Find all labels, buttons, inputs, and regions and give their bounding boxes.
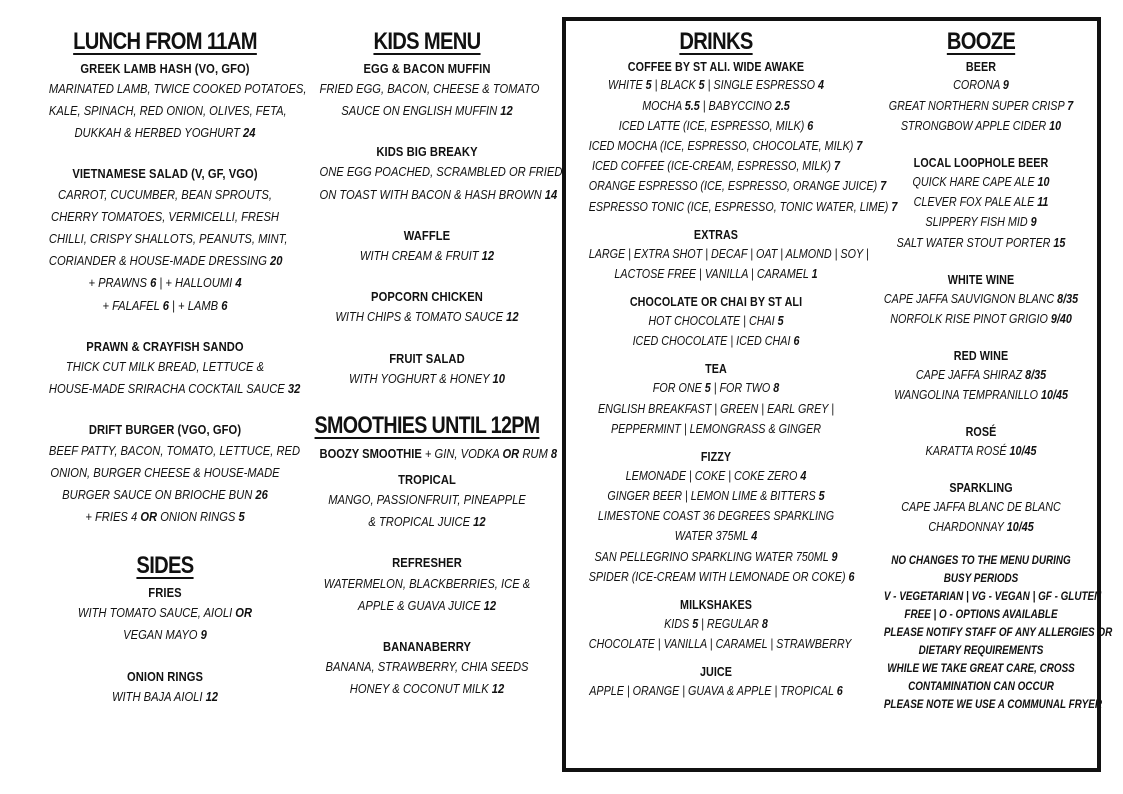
- price: 7: [1067, 98, 1074, 113]
- line-text: GREAT NORTHERN SUPER CRISP: [888, 98, 1068, 113]
- item-desc-last: [320, 595, 535, 617]
- line-text: ICED CHOCOLATE | ICED CHAI: [632, 334, 794, 349]
- menu-item-refresher: [302, 554, 552, 617]
- price: 1: [811, 266, 818, 281]
- item-price: 12: [483, 597, 497, 613]
- menu-note-line: WHILE WE TAKE GREAT CARE, CROSS: [887, 663, 1075, 676]
- group-name: ROSÉ: [965, 425, 997, 440]
- item-extra: [49, 506, 281, 528]
- item-desc-text: ON TOAST WITH BACON & HASH BROWN: [319, 186, 545, 202]
- item-desc-last: [320, 245, 535, 267]
- line-text: LIMESTONE COAST 36 DEGREES SPARKLING: [597, 509, 835, 524]
- item-desc-last: [319, 184, 558, 206]
- item-name: REFRESHER: [392, 555, 462, 571]
- group-chai: [568, 294, 864, 351]
- separator: |: [168, 297, 179, 313]
- line-text: ICED LATTE (ICE, ESPRESSO, MILK): [618, 118, 808, 133]
- group-line: [884, 75, 1078, 95]
- item-desc-last: [320, 511, 535, 533]
- group-line: [589, 75, 844, 95]
- menu-item-kids-big-breaky: [302, 143, 563, 206]
- menu-note-line: BUSY PERIODS: [943, 572, 1019, 585]
- item-desc-text: WITH CREAM & FRUIT: [359, 247, 482, 263]
- line-text: ICED COFFEE (ICE-CREAM, ESPRESSO, MILK): [592, 159, 834, 174]
- menu-note-line: DIETARY REQUIREMENTS: [918, 645, 1044, 658]
- item-name: PRAWN & CRAYFISH SANDO: [86, 338, 244, 354]
- price: 9: [1002, 78, 1009, 93]
- item-price: 12: [491, 681, 505, 697]
- group-name: SPARKLING: [949, 481, 1013, 496]
- price: 5: [698, 78, 705, 93]
- item-name: POPCORN CHICKEN: [371, 289, 483, 305]
- item-desc-text: HONEY & COCONUT MILK: [349, 681, 492, 697]
- line-text: CAPE JAFFA BLANC DE BLANC: [901, 500, 1061, 515]
- addon-text: + PRAWNS: [88, 275, 151, 291]
- group-name: BEER: [965, 59, 997, 74]
- group-name: EXTRAS: [693, 227, 739, 242]
- group-line: [589, 96, 844, 116]
- item-desc-text: CORIANDER & HOUSE-MADE DRESSING: [48, 253, 271, 269]
- group-line: [589, 378, 844, 398]
- item-name: DRIFT BURGER (VGO, GFO): [88, 422, 242, 438]
- item-desc-text: + GIN, VODKA: [421, 445, 503, 461]
- addon-text: + LAMB: [178, 297, 222, 313]
- item-price: 10: [492, 370, 505, 386]
- price: 9: [831, 549, 838, 564]
- price: 8: [761, 616, 768, 631]
- menu-item-onion-rings: [30, 668, 300, 708]
- price: 5: [777, 314, 784, 329]
- line-text: KARATTA ROSÉ: [925, 444, 1010, 459]
- price: 10: [1049, 118, 1062, 133]
- item-desc-line: ONION, BURGER CHEESE & HOUSE-MADE: [50, 464, 280, 480]
- group-name: LOCAL LOOPHOLE BEER: [913, 156, 1049, 171]
- group-line: [884, 192, 1078, 212]
- line-text: CAPE JAFFA SAUVIGNON BLANC: [883, 291, 1058, 306]
- price: 6: [807, 118, 814, 133]
- line-text: CORONA: [953, 78, 1003, 93]
- addon-price: 6: [221, 297, 228, 313]
- line-text: ICED MOCHA (ICE, ESPRESSO, CHOCOLATE, MILK): [588, 139, 857, 154]
- item-desc-line: CARROT, CUCUMBER, BEAN SPROUTS,: [58, 186, 272, 202]
- group-line: [884, 172, 1078, 192]
- price: 7: [833, 159, 840, 174]
- line-text: STRONGBOW APPLE CIDER: [900, 118, 1050, 133]
- menu-item-bananaberry: [302, 638, 552, 701]
- line-text: PEPPERMINT | LEMONGRASS & GINGER: [610, 421, 822, 436]
- item-desc-text: SAUCE ON ENGLISH MUFFIN: [341, 102, 501, 118]
- menu-item-waffle: [302, 227, 552, 267]
- item-desc-line: FRIED EGG, BACON, CHEESE & TOMATO: [319, 80, 540, 96]
- line-text: MOCHA: [642, 98, 685, 113]
- group-name: CHOCOLATE OR CHAI BY ST ALI: [629, 295, 803, 310]
- item-price: 12: [506, 309, 519, 325]
- item-desc-last: [320, 100, 535, 122]
- group-name: JUICE: [699, 665, 733, 680]
- line-text: ENGLISH BREAKFAST | GREEN | EARL GREY |: [598, 401, 834, 416]
- extra-text: + FRIES 4: [85, 509, 141, 525]
- item-desc-text: DUKKAH & HERBED YOGHURT: [74, 125, 244, 141]
- item-name: FRIES: [148, 584, 182, 600]
- price: 2.5: [774, 98, 790, 113]
- group-line: [589, 311, 844, 331]
- item-name: VIETNAMESE SALAD (V, GF, VGO): [72, 166, 258, 182]
- group-line: [589, 506, 844, 526]
- line-text: HOT CHOCOLATE | CHAI: [648, 314, 778, 329]
- item-desc-last: [320, 306, 535, 328]
- separator: |: [156, 275, 166, 291]
- line-text: CAPE JAFFA SHIRAZ: [915, 367, 1026, 382]
- line-text: CHOCOLATE | VANILLA | CARAMEL | STRAWBERRY: [588, 637, 852, 652]
- group-name: RED WINE: [953, 349, 1009, 364]
- addon-price: 6: [162, 297, 169, 313]
- price: 4: [751, 529, 758, 544]
- menu-note-line: PLEASE NOTE WE USE A COMMUNAL FRYER: [883, 699, 1102, 712]
- item-desc-line: THICK CUT MILK BREAD, LETTUCE &: [65, 358, 265, 374]
- item-name: KIDS BIG BREAKY: [376, 144, 478, 160]
- lunch-column: [30, 28, 307, 708]
- group-juice: [568, 664, 864, 701]
- price: 15: [1053, 235, 1066, 250]
- item-price: 9: [200, 627, 207, 643]
- item-desc-text: WITH BAJA AIOLI: [111, 688, 206, 704]
- group-line: [588, 136, 863, 156]
- item-desc-line: MANGO, PASSIONFRUIT, PINEAPPLE: [328, 491, 526, 507]
- sides-title: SIDES: [136, 552, 194, 580]
- group-name: COFFEE BY ST ALI. WIDE AWAKE: [627, 59, 805, 74]
- price: 10/45: [1006, 520, 1034, 535]
- line-text: APPLE | ORANGE | GUAVA & APPLE | TROPICAL: [589, 684, 837, 699]
- group-line: [588, 197, 898, 217]
- price: 8/35: [1025, 367, 1047, 382]
- price: 8: [773, 381, 780, 396]
- group-name: WHITE WINE: [947, 272, 1015, 287]
- item-addons: [49, 272, 281, 294]
- group-fizzy: [568, 449, 864, 587]
- price: 8/35: [1057, 291, 1079, 306]
- price: 5: [704, 381, 711, 396]
- menu-item-tropical: [302, 471, 552, 534]
- drinks-column: [568, 28, 898, 701]
- group-line: [588, 634, 852, 654]
- addon-text: + HALLOUMI: [165, 275, 236, 291]
- group-line: [588, 567, 855, 587]
- price: 10: [1037, 174, 1050, 189]
- group-local: [868, 155, 1094, 253]
- item-desc-line: BEEF PATTY, BACON, TOMATO, LETTUCE, RED: [48, 442, 301, 458]
- item-desc-last: [48, 378, 301, 400]
- or-word: OR: [502, 445, 520, 461]
- lunch-title: LUNCH FROM 11AM: [73, 28, 257, 55]
- item-desc-last: [320, 678, 535, 700]
- line-text: LACTOSE FREE | VANILLA | CARAMEL: [614, 266, 812, 281]
- group-tea: [568, 361, 864, 438]
- kids-column: [302, 28, 563, 701]
- line-text: LEMONADE | COKE | COKE ZERO: [625, 468, 801, 483]
- line-text: WHITE: [608, 78, 646, 93]
- line-text: CLEVER FOX PALE ALE: [913, 195, 1038, 210]
- item-name: WAFFLE: [403, 227, 451, 243]
- menu-item-vietnamese-salad: [30, 165, 300, 316]
- group-line: [588, 176, 887, 196]
- item-price: 8: [550, 445, 558, 461]
- drinks-title: DRINKS: [679, 28, 753, 55]
- menu-note-line: NO CHANGES TO THE MENU DURING: [891, 554, 1071, 567]
- item-price: 20: [270, 253, 283, 269]
- group-line: [589, 264, 844, 284]
- price: 5: [818, 489, 825, 504]
- item-desc-text: WITH YOGHURT & HONEY: [349, 370, 493, 386]
- price: 4: [800, 468, 807, 483]
- item-desc-line: WATERMELON, BLACKBERRIES, ICE &: [323, 575, 531, 591]
- group-line: [884, 289, 1078, 309]
- item-price: 32: [287, 381, 301, 397]
- group-line: [589, 486, 844, 506]
- group-line: [589, 116, 844, 136]
- item-price: 12: [205, 688, 219, 704]
- item-desc-text: HOUSE-MADE SRIRACHA COCKTAIL SAUCE: [48, 381, 288, 397]
- line-text: | REGULAR: [698, 616, 762, 631]
- menu-note-line: FREE | O - OPTIONS AVAILABLE: [904, 608, 1058, 621]
- menu-item-fruit-salad: [302, 350, 552, 390]
- price: 5.5: [684, 98, 700, 113]
- item-price: 26: [255, 486, 268, 502]
- menu-item-drift-burger: [30, 421, 300, 528]
- item-price: 24: [243, 125, 256, 141]
- or-word: OR: [235, 605, 253, 621]
- item-desc-text: RUM: [519, 445, 551, 461]
- group-line: [589, 419, 844, 439]
- menu-notes: [868, 552, 1113, 715]
- group-line: [589, 547, 844, 567]
- group-line: [589, 466, 844, 486]
- item-name: TROPICAL: [398, 471, 456, 487]
- line-text: ORANGE ESPRESSO (ICE, ESPRESSO, ORANGE JUICE): [588, 179, 881, 194]
- addon-price: 4: [235, 275, 242, 291]
- price: 6: [836, 684, 843, 699]
- line-text: LARGE | EXTRA SHOT | DECAF | OAT | ALMOND | SOY |: [588, 246, 869, 261]
- group-line: [884, 96, 1078, 116]
- group-name: MILKSHAKES: [680, 598, 752, 613]
- group-line: [884, 116, 1078, 136]
- menu-note-line: CONTAMINATION CAN OCCUR: [908, 681, 1054, 694]
- price: 7: [856, 139, 863, 154]
- item-name: ONION RINGS: [126, 668, 204, 684]
- item-desc-last: [49, 624, 281, 646]
- addon-price: 6: [150, 275, 157, 291]
- item-desc-text: APPLE & GUAVA JUICE: [357, 597, 484, 613]
- line-text: SLIPPERY FISH MID: [925, 215, 1031, 230]
- group-name: TEA: [705, 362, 727, 377]
- group-coffee: [568, 59, 898, 217]
- price: 9/40: [1050, 311, 1072, 326]
- group-line: [589, 614, 844, 634]
- item-name: FRUIT SALAD: [389, 350, 465, 366]
- item-addons: [49, 295, 281, 317]
- line-text: | SINGLE ESPRESSO: [704, 78, 818, 93]
- group-line: [589, 399, 844, 419]
- item-desc-text: VEGAN MAYO: [123, 627, 201, 643]
- price: 10/45: [1009, 444, 1037, 459]
- item-price: 12: [473, 514, 486, 530]
- item-price: 12: [500, 102, 513, 118]
- group-name: FIZZY: [700, 449, 732, 464]
- booze-column: [868, 28, 1113, 715]
- smoothies-title: SMOOTHIES UNTIL 12PM: [314, 411, 540, 439]
- line-text: QUICK HARE CAPE ALE: [912, 174, 1038, 189]
- item-desc-last: [49, 122, 281, 144]
- boozy-smoothie: [319, 443, 558, 465]
- group-line: [884, 212, 1078, 232]
- item-desc-last: [49, 250, 281, 272]
- line-text: WANGOLINA TEMPRANILLO: [894, 388, 1042, 403]
- line-text: | BABYCCINO: [699, 98, 775, 113]
- group-line: [589, 681, 844, 701]
- group-red: [868, 348, 1094, 405]
- item-name: EGG & BACON MUFFIN: [363, 60, 491, 76]
- price: 5: [692, 616, 699, 631]
- item-name: GREEK LAMB HASH (VO, GFO): [80, 60, 250, 76]
- item-desc-line: [49, 602, 281, 624]
- line-text: CHARDONNAY: [928, 520, 1007, 535]
- group-rose: [868, 424, 1094, 461]
- group-line: [884, 233, 1078, 253]
- menu-item-popcorn-chicken: [302, 288, 552, 328]
- group-line: [589, 156, 844, 176]
- booze-title: BOOZE: [946, 28, 1016, 55]
- item-desc-line: CHILLI, CRISPY SHALLOTS, PEANUTS, MINT,: [48, 230, 288, 246]
- menu-note-line: PLEASE NOTIFY STAFF OF ANY ALLERGIES OR: [883, 627, 1113, 640]
- price: 7: [880, 179, 887, 194]
- price: 6: [848, 569, 855, 584]
- line-text: | FOR TWO: [710, 381, 774, 396]
- group-line: [884, 497, 1078, 517]
- group-line: [884, 365, 1078, 385]
- item-name: BOOZY SMOOTHIE: [319, 445, 422, 461]
- item-desc-last: [49, 484, 281, 506]
- group-sparkling: [868, 480, 1094, 537]
- item-desc-line: MARINATED LAMB, TWICE COOKED POTATOES,: [48, 80, 307, 96]
- menu-item-greek-lamb-hash: [30, 60, 307, 145]
- line-text: WATER 375ML: [674, 529, 752, 544]
- item-desc-text: & TROPICAL JUICE: [368, 514, 474, 530]
- line-text: ESPRESSO TONIC (ICE, ESPRESSO, TONIC WATER, LIME): [588, 199, 892, 214]
- line-text: NORFOLK RISE PINOT GRIGIO: [890, 311, 1051, 326]
- kids-title: KIDS MENU: [373, 28, 481, 55]
- group-line: [884, 385, 1078, 405]
- group-white: [868, 272, 1094, 329]
- item-desc-text: WITH TOMATO SAUCE, AIOLI: [77, 605, 236, 621]
- group-extras: [568, 227, 869, 284]
- item-desc-line: KALE, SPINACH, RED ONION, OLIVES, FETA,: [48, 102, 287, 118]
- price: 9: [1030, 215, 1037, 230]
- price: 6: [793, 334, 800, 349]
- price: 11: [1037, 195, 1049, 210]
- addon-text: + FALAFEL: [102, 297, 163, 313]
- price: 4: [817, 78, 824, 93]
- menu-item-fries: [30, 584, 300, 647]
- group-milkshakes: [568, 597, 864, 654]
- price: 10/45: [1041, 388, 1068, 403]
- item-price: 14: [544, 186, 558, 202]
- item-desc-line: ONE EGG POACHED, SCRAMBLED OR FRIED: [319, 164, 563, 180]
- group-line: [589, 526, 844, 546]
- group-line: [884, 517, 1078, 537]
- extra-price: 5: [238, 509, 245, 525]
- item-price: 12: [481, 247, 495, 263]
- line-text: GINGER BEER | LEMON LIME & BITTERS: [607, 489, 819, 504]
- item-desc-last: [49, 686, 281, 708]
- item-desc-text: WITH CHIPS & TOMATO SAUCE: [335, 309, 507, 325]
- line-text: KIDS: [664, 616, 693, 631]
- menu-item-egg-bacon-muffin: [302, 60, 552, 123]
- group-line: [589, 331, 844, 351]
- line-text: SAN PELLEGRINO SPARKLING WATER 750ML: [594, 549, 832, 564]
- or-word: OR: [140, 509, 158, 525]
- price: 5: [645, 78, 652, 93]
- extra-text: ONION RINGS: [157, 509, 239, 525]
- group-line: [588, 244, 869, 264]
- group-line: [884, 441, 1078, 461]
- item-desc-text: BURGER SAUCE ON BRIOCHE BUN: [62, 486, 256, 502]
- line-text: SPIDER (ICE-CREAM WITH LEMONADE OR COKE): [588, 569, 849, 584]
- line-text: | BLACK: [651, 78, 699, 93]
- line-text: SALT WATER STOUT PORTER: [896, 235, 1054, 250]
- menu-item-prawn-crayfish-sando: [30, 338, 300, 401]
- item-desc-last: [320, 368, 535, 390]
- group-line: [884, 309, 1078, 329]
- item-desc-line: CHERRY TOMATOES, VERMICELLI, FRESH: [50, 208, 280, 224]
- menu-note-line: V - VEGETARIAN | VG - VEGAN | GF - GLUTEN: [883, 590, 1102, 603]
- item-name: BANANABERRY: [382, 638, 472, 654]
- item-desc-line: BANANA, STRAWBERRY, CHIA SEEDS: [325, 659, 529, 675]
- group-beer: [868, 59, 1094, 136]
- line-text: FOR ONE: [652, 381, 705, 396]
- price: 7: [891, 199, 898, 214]
